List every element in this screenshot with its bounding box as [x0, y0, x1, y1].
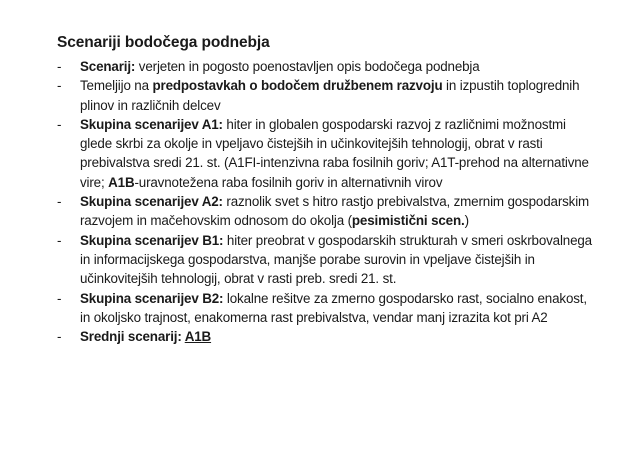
- list-item-text: [80, 117, 589, 190]
- list-item: [57, 57, 597, 76]
- dash-bullet: -: [57, 59, 62, 74]
- list-item-link: A1B: [184, 329, 212, 345]
- list-item: [57, 231, 597, 289]
- list-item-body: verjeten in pogosto poenostavljen opis bodočega podnebja: [135, 59, 480, 74]
- page-title: Scenariji bodočega podnebja: [57, 34, 270, 51]
- dash-bullet: -: [57, 116, 62, 132]
- list-item: [57, 289, 597, 328]
- bullet-list: [57, 57, 597, 346]
- list-item-label: Scenarij:: [80, 59, 136, 74]
- list-item-body: Temeljijo na: [80, 78, 153, 94]
- dash-bullet: -: [57, 290, 62, 306]
- list-item-label: Srednji scenarij:: [80, 329, 185, 345]
- list-item-text: [80, 59, 480, 74]
- dash-bullet: -: [57, 78, 62, 94]
- list-item-text: [80, 78, 579, 112]
- list-item: [57, 115, 597, 192]
- list-item-body-end: -uravnotežena raba fosilnih goriv in alternativnih virov: [134, 174, 443, 190]
- list-item-text: [80, 194, 589, 228]
- list-item-body: hiter in globalen gospodarski razvoj z različnimi možnostmi glede skrbi za okolje in vpeljavo čistejših in učinkovitejših tehnologij, obrat v rasti prebivalstva sredi 21. st. (A1FI-intenzivna raba fosilnih goriv; A1T-prehod na alternativne vire;: [80, 116, 589, 190]
- list-item-label: Skupina scenarijev A1:: [80, 116, 223, 132]
- list-item-text: [80, 291, 587, 325]
- dash-bullet: -: [57, 329, 62, 345]
- list-item: [57, 327, 597, 346]
- dash-bullet: -: [57, 194, 62, 210]
- list-item-body-end: ): [464, 213, 469, 229]
- dash-bullet: -: [57, 232, 62, 248]
- list-item-label: Skupina scenarijev B2:: [80, 290, 224, 306]
- list-item-label: Skupina scenarijev B1:: [80, 232, 224, 248]
- list-item: [57, 192, 597, 231]
- list-item-text: [80, 233, 592, 287]
- list-item-emphasis: A1B: [108, 174, 135, 190]
- list-item-emphasis: predpostavkah o bodočem družbenem razvoju: [152, 78, 443, 94]
- list-item-body-end: in izpustih toplogrednih plinov in različnih delcev: [80, 78, 580, 113]
- list-item: [57, 76, 597, 115]
- list-item-text: [80, 329, 211, 344]
- list-item-body: hiter preobrat v gospodarskih strukturah v smeri oskrbovalnega in informacijskega gospodarstva, manjše porabe surovin in vpeljave čistejših in učinkovitejših tehnologij, obrat v rasti preb. sredi 21. st.: [80, 232, 592, 287]
- list-item-emphasis: pesimistični scen.: [351, 213, 465, 229]
- list-item-body: lokalne rešitve za zmerno gospodarsko rast, socialno enakost, in okoljsko trajnost, enakomerna rast prebivalstva, vendar manj izrazita kot pri A2: [80, 290, 587, 325]
- list-item-label: Skupina scenarijev A2:: [80, 194, 223, 210]
- list-item-body: raznolik svet s hitro rastjo prebivalstva, zmernim gospodarskim razvojem in mačehovskim odnosom do okolja (: [80, 194, 590, 229]
